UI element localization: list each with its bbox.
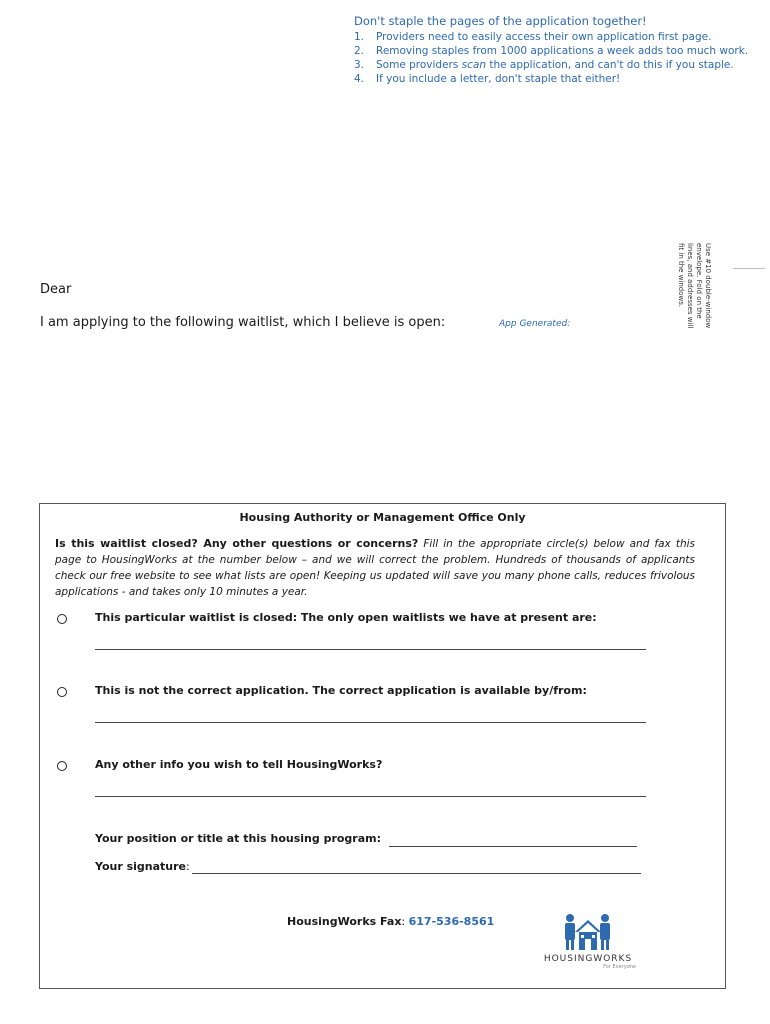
answer-line[interactable] bbox=[95, 649, 646, 650]
logo-wordmark: HOUSINGWORKS bbox=[543, 954, 633, 964]
housingworks-logo bbox=[528, 912, 648, 970]
signature-field[interactable] bbox=[192, 873, 641, 874]
fax-line: HousingWorks Fax: 617-536-8561 bbox=[287, 915, 495, 928]
salutation: Dear bbox=[40, 282, 72, 297]
fold-mark bbox=[733, 268, 765, 269]
option-label: Any other info you wish to tell HousingWorks? bbox=[95, 758, 383, 771]
box-title: Housing Authority or Management Office Only bbox=[239, 511, 526, 524]
staple-notice-list bbox=[354, 30, 748, 86]
answer-line[interactable] bbox=[95, 722, 646, 723]
option-label: This particular waitlist is closed: The only open waitlists we have at present are: bbox=[95, 611, 597, 624]
list-item: 1. Providers need to easily access their own application first page. bbox=[354, 31, 712, 43]
staple-notice bbox=[354, 14, 748, 86]
position-field[interactable] bbox=[389, 846, 637, 847]
list-item: 4. If you include a letter, don't staple that either! bbox=[354, 73, 621, 85]
option-circle[interactable] bbox=[57, 761, 67, 771]
position-label: Your position or title at this housing program: bbox=[95, 832, 382, 845]
option-circle[interactable] bbox=[57, 614, 67, 624]
answer-line[interactable] bbox=[95, 796, 646, 797]
box-intro: Is this waitlist closed? Any other questions or concerns? Fill in the appropriate circle(s) below and fax this page to HousingWorks at the number below – and we will correct the problem. Hundreds of thousands of applicants check our free website to see what lists are open! Keeping us updated will save you many phone calls, reduces frivolous applications - and takes only 10 minutes a year. bbox=[55, 537, 695, 598]
applying-text: I am applying to the following waitlist, which I believe is open: bbox=[40, 315, 446, 330]
logo-tagline: For Everyone bbox=[603, 964, 636, 970]
envelope-note: Use #10 double-window envelope. Fold on the lines, and addresses will fit in the windows. bbox=[677, 243, 712, 329]
fax-number: 617-536-8561 bbox=[408, 915, 495, 928]
office-only-box bbox=[39, 503, 726, 989]
list-item: 2. Removing staples from 1000 applications a week adds too much work. bbox=[354, 45, 749, 57]
list-item: 3. Some providers scan the application, and can't do this if you staple. bbox=[354, 59, 734, 71]
option-label: This is not the correct application. The correct application is available by/from: bbox=[95, 684, 587, 697]
house-people-icon bbox=[558, 912, 618, 952]
signature-label: Your signature: bbox=[95, 860, 190, 873]
option-circle[interactable] bbox=[57, 687, 67, 697]
staple-notice-heading: Don't staple the pages of the application together! bbox=[354, 14, 647, 28]
app-generated-label: App Generated: bbox=[499, 319, 571, 329]
